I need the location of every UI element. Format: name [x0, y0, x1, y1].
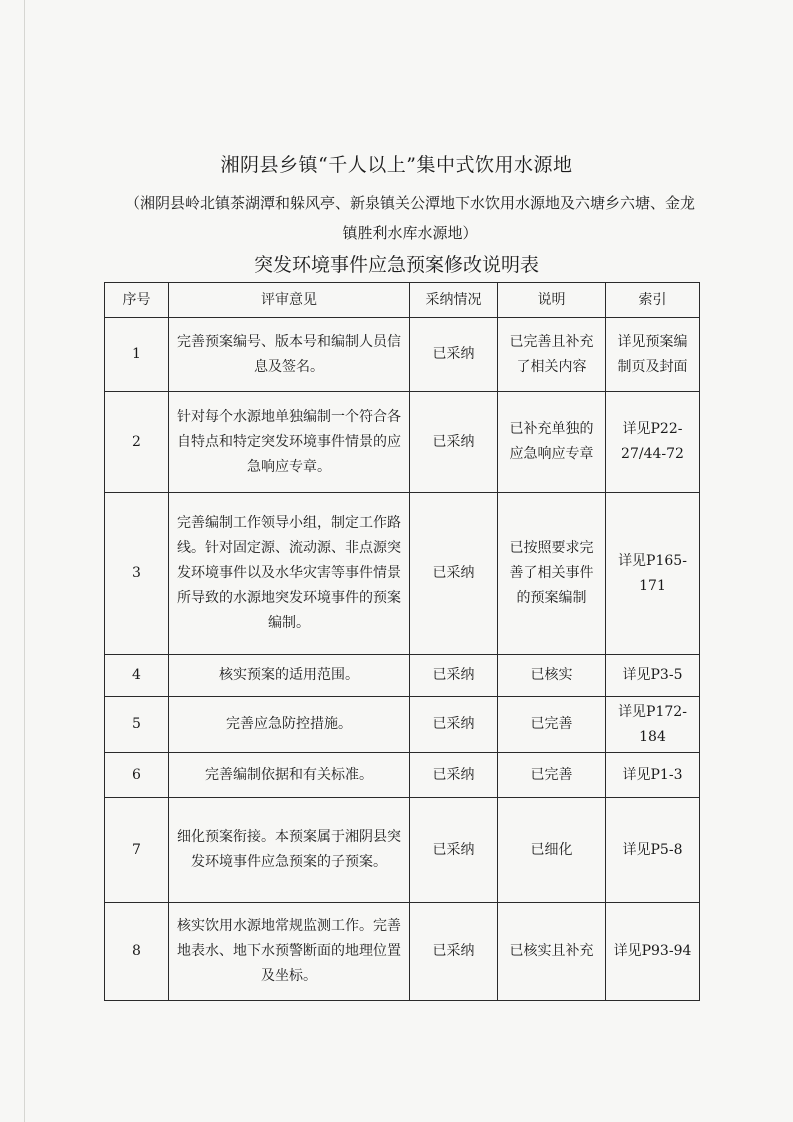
row-status: 已采纳: [410, 903, 498, 1001]
row-no: 6: [105, 753, 169, 798]
table-row: [105, 493, 700, 655]
revision-table: [104, 282, 700, 1001]
row-no: 8: [105, 903, 169, 1001]
row-opinion: 完善预案编号、版本号和编制人员信息及签名。: [169, 318, 410, 392]
row-no: 7: [105, 798, 169, 903]
row-note: 已完善: [498, 753, 606, 798]
row-opinion: 完善编制依据和有关标准。: [169, 753, 410, 798]
header-no: 序号: [105, 283, 169, 318]
row-status: 已采纳: [410, 753, 498, 798]
row-no: 1: [105, 318, 169, 392]
table-row: [105, 655, 700, 697]
table-row: [105, 798, 700, 903]
row-note: 已细化: [498, 798, 606, 903]
table-row: [105, 697, 700, 753]
row-ref: 详见P93-94: [606, 903, 700, 1001]
row-status: 已采纳: [410, 655, 498, 697]
table-title: 突发环境事件应急预案修改说明表: [253, 254, 539, 276]
row-note: 已补充单独的应急响应专章: [498, 392, 606, 493]
table-row: [105, 753, 700, 798]
table-row: [105, 318, 700, 392]
row-no: 5: [105, 697, 169, 753]
row-opinion: 针对每个水源地单独编制一个符合各自特点和特定突发环境事件情景的应急响应专章。: [169, 392, 410, 493]
row-ref: 详见P172-184: [606, 697, 700, 753]
row-status: 已采纳: [410, 697, 498, 753]
row-opinion: 核实预案的适用范围。: [169, 655, 410, 697]
row-ref: 详见P5-8: [606, 798, 700, 903]
document-subtitle: （湘阴县岭北镇茶湖潭和躲风亭、新泉镇关公潭地下水饮用水源地及六塘乡六塘、金龙镇胜利水库水源地）: [124, 194, 695, 242]
row-ref: 详见P165-171: [606, 493, 700, 655]
row-status: 已采纳: [410, 318, 498, 392]
table-row: [105, 903, 700, 1001]
header-ref: 索引: [606, 283, 700, 318]
document-title: 湘阴县乡镇“千人以上”集中式饮用水源地: [220, 154, 573, 176]
row-no: 4: [105, 655, 169, 697]
row-opinion: 完善编制工作领导小组，制定工作路线。针对固定源、流动源、非点源突发环境事件以及水华灾害等事件情景所导致的水源地突发环境事件的预案编制。: [169, 493, 410, 655]
row-ref: 详见P3-5: [606, 655, 700, 697]
row-opinion: 细化预案衔接。本预案属于湘阴县突发环境事件应急预案的子预案。: [169, 798, 410, 903]
row-note: 已核实: [498, 655, 606, 697]
row-ref: 详见P1-3: [606, 753, 700, 798]
row-no: 3: [105, 493, 169, 655]
header-status: 采纳情况: [410, 283, 498, 318]
row-status: 已采纳: [410, 798, 498, 903]
row-note: 已核实且补充: [498, 903, 606, 1001]
row-opinion: 完善应急防控措施。: [169, 697, 410, 753]
row-no: 2: [105, 392, 169, 493]
row-note: 已按照要求完善了相关事件的预案编制: [498, 493, 606, 655]
row-note: 已完善且补充了相关内容: [498, 318, 606, 392]
table-row: [105, 392, 700, 493]
table-header-row: [105, 283, 700, 318]
row-status: 已采纳: [410, 392, 498, 493]
row-opinion: 核实饮用水源地常规监测工作。完善地表水、地下水预警断面的地理位置及坐标。: [169, 903, 410, 1001]
row-note: 已完善: [498, 697, 606, 753]
row-status: 已采纳: [410, 493, 498, 655]
row-ref: 详见P22-27/44-72: [606, 392, 700, 493]
header-note: 说明: [498, 283, 606, 318]
row-ref: 详见预案编制页及封面: [606, 318, 700, 392]
header-opinion: 评审意见: [169, 283, 410, 318]
